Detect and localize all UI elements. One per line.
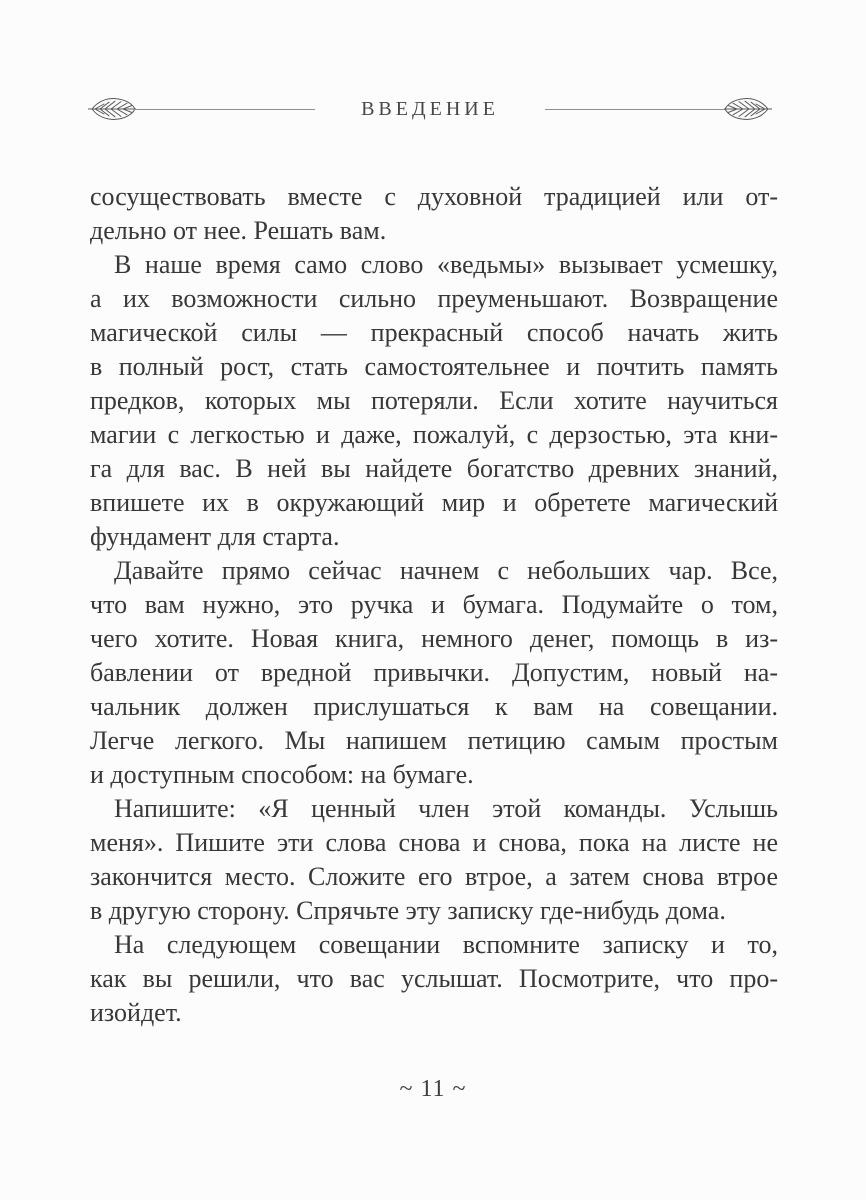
text-line: в другую сторону. Спрячьте эту записку где-нибудь дома. xyxy=(90,896,726,925)
text-line: В наше время само слово «ведьмы» вызывает усмешку, xyxy=(114,250,778,279)
text-line: Легче легкого. Мы напишем петицию самым простым xyxy=(90,726,778,755)
chapter-title: ВВЕДЕНИЕ xyxy=(361,97,499,120)
text-line: а их возможности сильно преуменьшают. Возвращение xyxy=(90,284,778,313)
text-line: дельно от нее. Решать вам. xyxy=(90,216,387,245)
text-line: закончится место. Сложите его втрое, а затем снова втрое xyxy=(90,862,778,891)
text-line: Давайте прямо сейчас начнем с небольших чар. Все, xyxy=(114,556,778,585)
paragraph xyxy=(90,554,778,792)
header-rule-left xyxy=(134,109,315,110)
text-line: и доступным способом: на бумаге. xyxy=(90,760,474,789)
paragraph xyxy=(90,928,778,1030)
text-line: меня». Пишите эти слова снова и снова, пока на листе не xyxy=(90,828,778,857)
text-line: магии с легкостью и даже, пожалуй, с дерзостью, эта кни- xyxy=(90,420,778,449)
text-line: в полный рост, стать самостоятельнее и почтить память xyxy=(90,352,778,381)
text-line: впишете их в окружающий мир и обретете магический xyxy=(90,488,778,517)
text-line: га для вас. В ней вы найдете богатство древних знаний, xyxy=(90,454,778,483)
page-number: ~ 11 ~ xyxy=(399,1076,467,1102)
text-line: магической силы — прекрасный способ начать жить xyxy=(90,318,778,347)
text-line: фундамент для старта. xyxy=(90,522,340,551)
paragraph xyxy=(90,248,778,554)
text-line: бавлении от вредной привычки. Допустим, новый на- xyxy=(90,658,778,687)
page-footer xyxy=(0,1075,866,1103)
text-line: как вы решили, что вас услышат. Посмотрите, что про- xyxy=(90,964,778,993)
text-line: что вам нужно, это ручка и бумага. Подумайте о том, xyxy=(90,590,778,619)
text-line: изойдет. xyxy=(90,998,182,1027)
leaf-ornament-right-icon xyxy=(724,95,772,123)
paragraph xyxy=(90,792,778,928)
paragraph xyxy=(90,180,778,248)
text-line: чальник должен прислушаться к вам на совещании. xyxy=(90,692,778,721)
body-text xyxy=(90,180,778,1030)
text-line: предков, которых мы потеряли. Если хотите научиться xyxy=(90,386,778,415)
text-line: Напишите: «Я ценный член этой команды. Услышь xyxy=(114,794,778,823)
leaf-ornament-left-icon xyxy=(88,95,136,123)
text-line: На следующем совещании вспомните записку и то, xyxy=(114,930,778,959)
text-line: чего хотите. Новая книга, немного денег, помощь в из- xyxy=(90,624,778,653)
chapter-header xyxy=(88,95,772,123)
header-rule-right xyxy=(545,109,726,110)
text-line: сосуществовать вместе с духовной традицией или от- xyxy=(90,182,778,211)
